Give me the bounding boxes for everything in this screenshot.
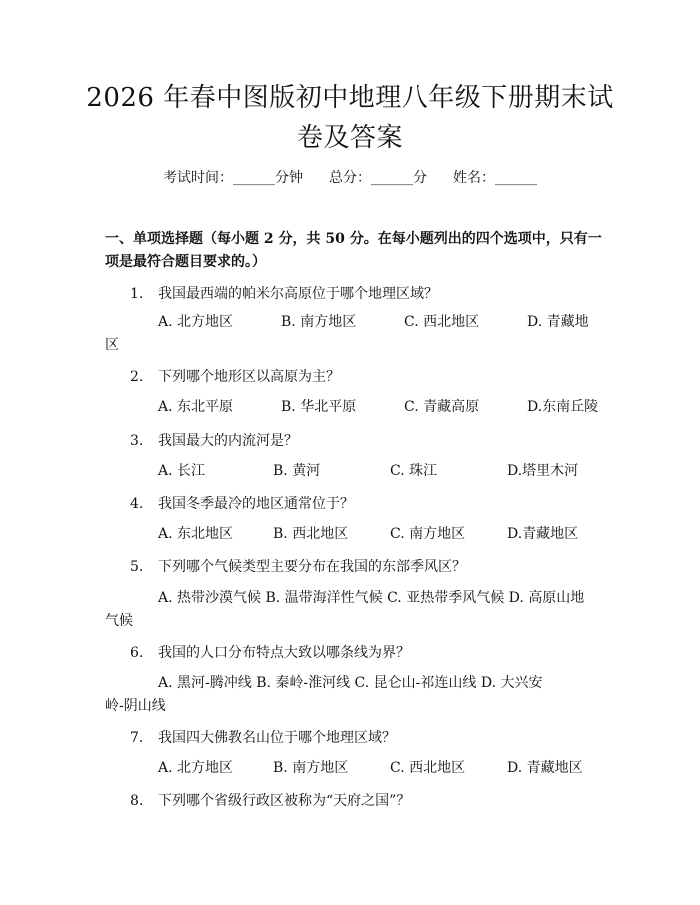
option-d: D. 青藏地	[527, 314, 589, 330]
option-b: B. 南方地区	[281, 314, 357, 330]
question-2	[130, 366, 340, 386]
exam-meta	[0, 167, 700, 187]
question-5-options	[105, 587, 605, 633]
option-c: C. 南方地区	[390, 526, 466, 542]
question-number: 4.	[130, 496, 144, 512]
total-score-field: 总分：______分	[329, 170, 427, 186]
question-6	[130, 642, 410, 662]
option-b: B. 华北平原	[281, 399, 357, 415]
exam-title-line2: 卷及答案	[296, 123, 403, 153]
option-c: C. 西北地区	[404, 314, 480, 330]
option-d: D.青藏地区	[507, 526, 579, 542]
option-a: A. 东北地区	[158, 526, 234, 542]
question-number: 2.	[130, 369, 144, 385]
question-text: 我国的人口分布特点大致以哪条线为界？	[158, 645, 410, 661]
option-line: A. 热带沙漠气候 B. 温带海洋性气候 C. 亚热带季风气候 D. 高原山地	[158, 590, 585, 606]
option-a: A. 长江	[158, 463, 206, 479]
option-b: B. 西北地区	[273, 526, 349, 542]
option-c: C. 青藏高原	[404, 399, 480, 415]
question-7	[130, 727, 396, 747]
question-4	[130, 493, 354, 513]
option-wrap: 气候	[105, 613, 133, 629]
section-heading: 一、单项选择题（每小题 2 分，共 50 分。在每小题列出的四个选项中，只有一项是最符合题目要求的。）	[105, 231, 602, 270]
option-d: D. 青藏地区	[507, 760, 583, 776]
question-1-options	[105, 311, 605, 357]
question-text: 我国四大佛教名山位于哪个地理区域？	[158, 730, 396, 746]
question-text: 下列哪个地形区以高原为主？	[158, 369, 340, 385]
option-c: C. 珠江	[390, 463, 438, 479]
option-d: D.东南丘陵	[527, 399, 599, 415]
question-number: 8.	[130, 793, 144, 809]
question-3	[130, 430, 298, 450]
question-number: 3.	[130, 433, 144, 449]
question-text: 下列哪个省级行政区被称为“天府之国”？	[158, 793, 411, 809]
exam-title-line1: 2026 年春中图版初中地理八年级下册期末试	[86, 83, 614, 113]
question-number: 1.	[130, 286, 144, 302]
question-6-options	[105, 672, 605, 718]
option-a: A. 北方地区	[158, 314, 234, 330]
question-number: 6.	[130, 645, 144, 661]
question-4-options	[105, 523, 605, 546]
question-3-options	[105, 460, 605, 483]
question-8	[130, 790, 410, 810]
option-c: C. 西北地区	[390, 760, 466, 776]
student-name-field: 姓名：______	[453, 170, 537, 186]
option-d: D.塔里木河	[507, 463, 579, 479]
option-a: A. 东北平原	[158, 399, 234, 415]
question-text: 我国最大的内流河是？	[158, 433, 298, 449]
question-1	[130, 283, 438, 303]
question-number: 7.	[130, 730, 144, 746]
option-wrap: 区	[105, 337, 119, 353]
option-line: A. 黑河-腾冲线 B. 秦岭-淮河线 C. 昆仑山-祁连山线 D. 大兴安	[158, 675, 543, 691]
option-wrap: 岭-阴山线	[105, 698, 166, 714]
option-b: B. 南方地区	[273, 760, 349, 776]
question-5	[130, 556, 466, 576]
question-text: 我国最西端的帕米尔高原位于哪个地理区域？	[158, 286, 438, 302]
question-number: 5.	[130, 559, 144, 575]
question-text: 我国冬季最冷的地区通常位于？	[158, 496, 354, 512]
question-text: 下列哪个气候类型主要分布在我国的东部季风区？	[158, 559, 466, 575]
exam-time-field: 考试时间：______分钟	[163, 170, 303, 186]
option-b: B. 黄河	[273, 463, 321, 479]
question-7-options	[105, 757, 605, 780]
question-2-options	[105, 396, 605, 419]
option-a: A. 北方地区	[158, 760, 234, 776]
